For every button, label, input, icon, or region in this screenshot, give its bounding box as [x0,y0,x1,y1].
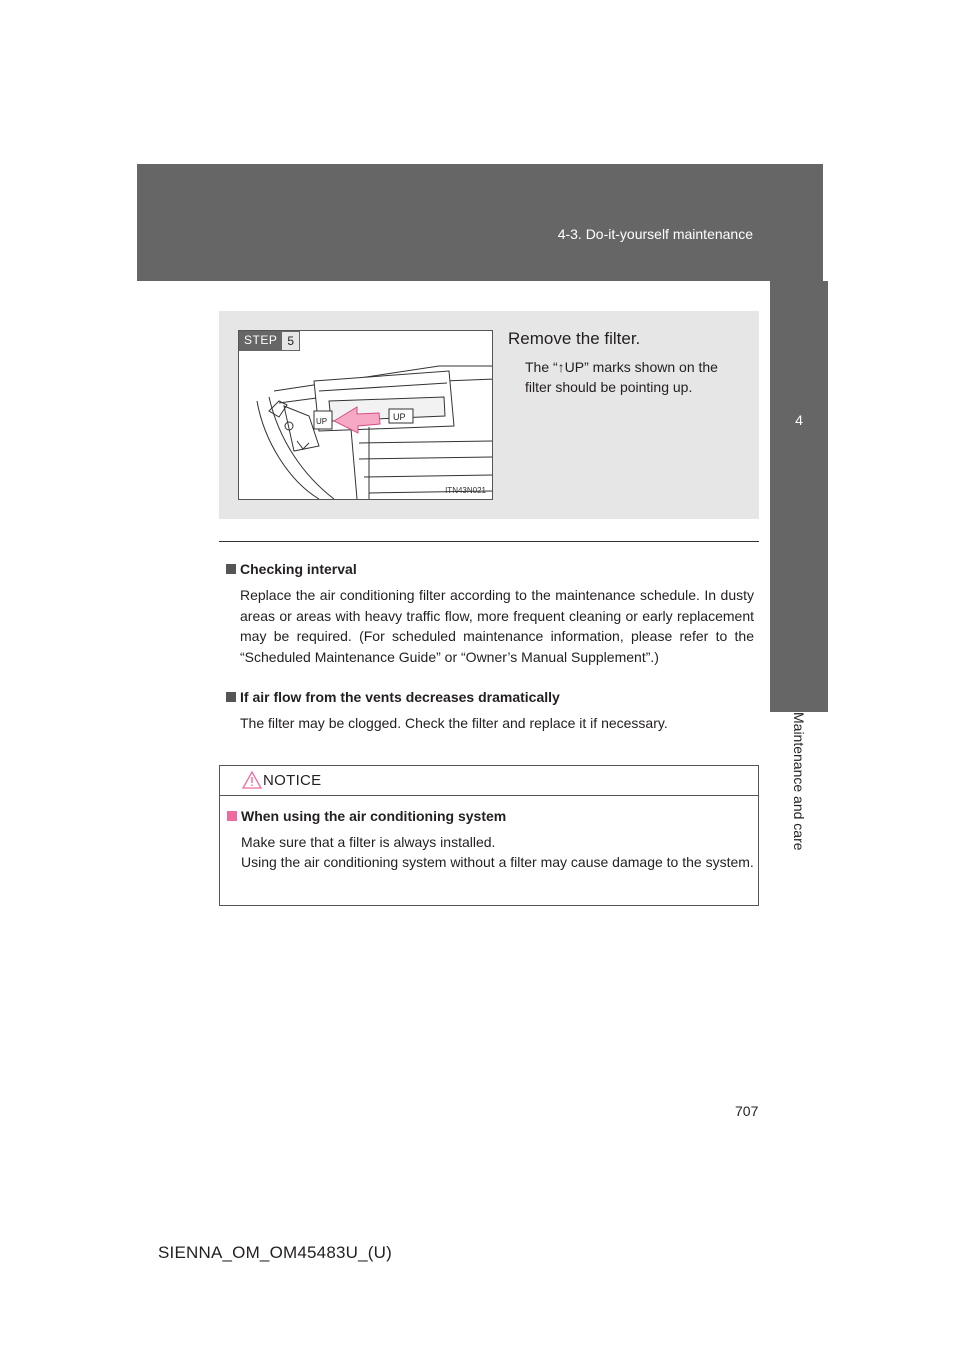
chapter-number: 4 [795,412,803,428]
step-title: Remove the filter. [508,329,641,348]
info-item-air-flow [226,689,754,734]
step-badge-word: STEP [239,331,282,351]
chapter-tab [770,281,828,712]
notice-title: NOTICE [263,772,322,789]
section-title: 4-3. Do-it-yourself maintenance [557,226,753,242]
step-illustration [238,330,493,500]
bullet-square-icon [227,811,237,821]
notice-box [219,765,759,906]
notice-line: Make sure that a filter is always installed. [241,834,496,850]
step-panel [219,311,759,519]
up-mark-left: UP [316,417,328,426]
bullet-square-icon [226,564,236,574]
notice-body [241,832,754,872]
page-number: 707 [735,1103,759,1119]
notice-line: Using the air conditioning system without a filter may cause damage to the system. [241,854,754,870]
notice-heading: When using the air conditioning system [241,808,507,824]
up-mark-right: UP [393,412,406,422]
item-body: The filter may be clogged. Check the filter and replace it if necessary. [240,715,668,731]
step-badge-number: 5 [282,331,300,351]
document-id: SIENNA_OM_OM45483U_(U) [158,1243,392,1262]
bullet-square-icon [226,692,236,702]
step-badge [239,331,300,351]
notice-header [220,766,758,796]
chapter-label: Maintenance and care [791,712,807,851]
step-description: The “↑UP” marks shown on the filter should be pointing up. [525,359,718,395]
chapter-label-area [770,712,828,882]
header-band [137,164,823,281]
filter-removal-drawing [239,331,493,500]
info-item-checking-interval [226,561,754,667]
item-heading: If air flow from the vents decreases dramatically [240,689,560,705]
section-divider [219,541,759,542]
item-heading: Checking interval [240,561,357,577]
figure-code: ITN43N021 [445,486,486,495]
warning-triangle-icon [242,771,262,789]
item-body: Replace the air conditioning filter according to the maintenance schedule. In dusty areas or areas with heavy traffic flow, more frequent cleaning or early replacement may be required. (For scheduled maintenance information, please refer to the “Scheduled Maintenance Guide” or “Owner’s Manual Supplement”.) [240,587,754,665]
notice-item [227,808,754,872]
